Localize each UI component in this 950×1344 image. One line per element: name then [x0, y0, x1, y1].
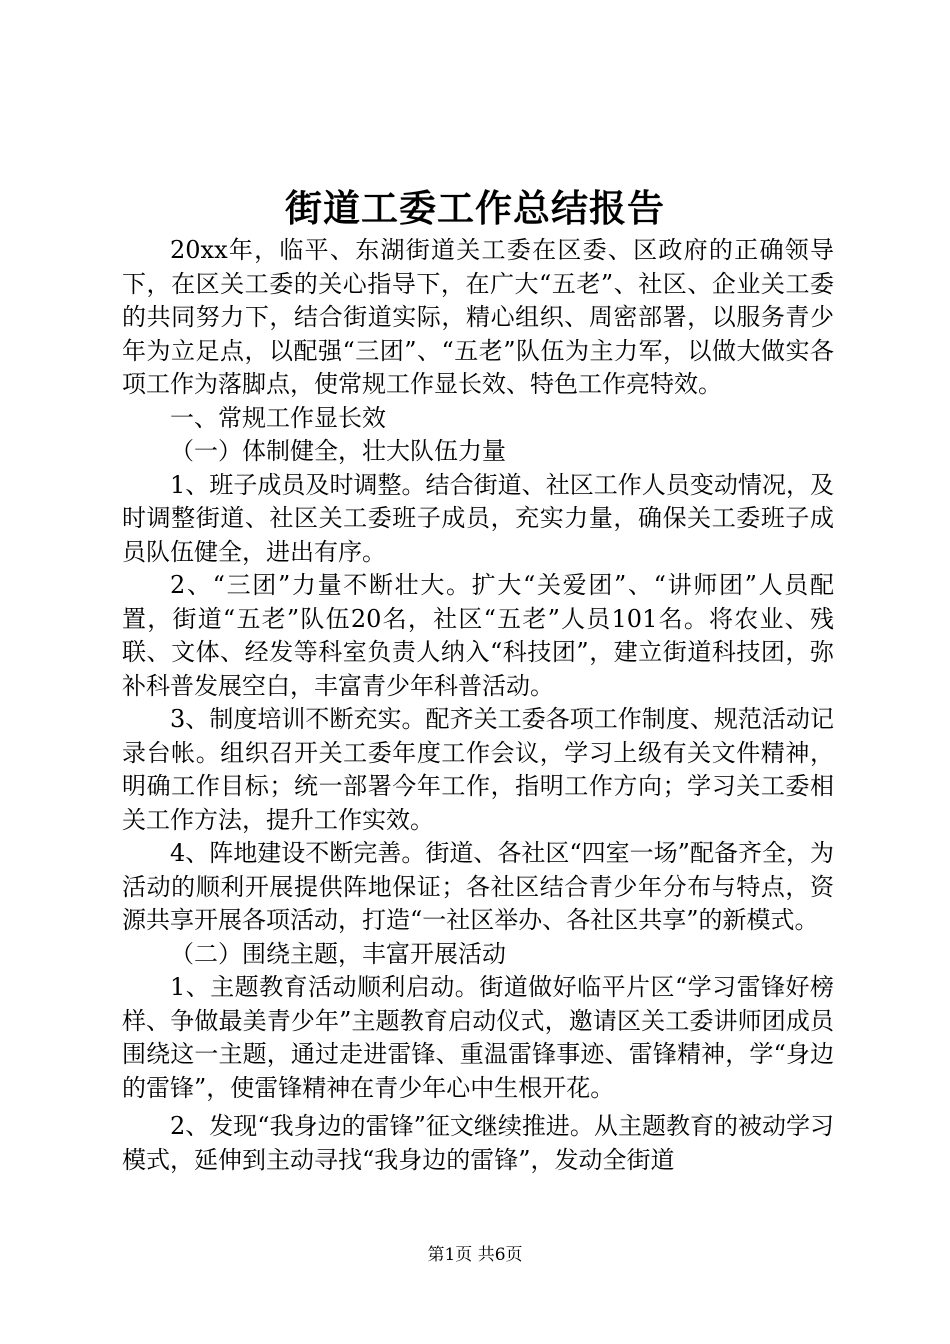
- subsection-heading-1: （一）体制健全，壮大队伍力量: [170, 437, 506, 465]
- section-heading-1: 一、常规工作显长效: [170, 403, 386, 432]
- paragraph-item: 4、阵地建设不断完善。街道、各社区“四室一场”配备齐全，为活动的顺利开展提供阵地保证；各社区结合青少年分布与特点，资源共享开展各项活动，打造“一社区举办、各社区共享”的新模式。: [122, 839, 834, 934]
- paragraph-item: 1、主题教育活动顺利启动。街道做好临平片区“学习雷锋好榜样、争做最美青少年”主题教育启动仪式，邀请区关工委讲师团成员围绕这一主题，通过走进雷锋、重温雷锋事迹、雷锋精神，学“身边的雷锋”，使雷锋精神在青少年心中生根开花。: [122, 973, 834, 1102]
- page-footer: 第1页 共6页: [427, 1245, 523, 1265]
- document-title: 街道工委工作总结报告: [285, 186, 665, 230]
- subsection-heading-2: （二）围绕主题，丰富开展活动: [170, 939, 506, 968]
- paragraph-item: 3、制度培训不断充实。配齐关工委各项工作制度、规范活动记录台帐。组织召开关工委年度工作会议，学习上级有关文件精神，明确工作目标；统一部署今年工作，指明工作方向；学习关工委相关工作方法，提升工作实效。: [122, 705, 834, 834]
- paragraph-item: 1、班子成员及时调整。结合街道、社区工作人员变动情况，及时调整街道、社区关工委班子成员，充实力量，确保关工委班子成员队伍健全，进出有序。: [122, 470, 834, 566]
- paragraph-intro: 20xx年，临平、东湖街道关工委在区委、区政府的正确领导下，在区关工委的关心指导下，在广大“五老”、社区、企业关工委的共同努力下，结合街道实际，精心组织、周密部署，以服务青少年为立足点，以配强“三团”、“五老”队伍为主力军，以做大做实各项工作为落脚点，使常规工作显长效、特色工作亮特效。: [122, 236, 834, 398]
- paragraph-item: 2、发现“我身边的雷锋”征文继续推进。从主题教育的被动学习模式，延伸到主动寻找“我身边的雷锋”，发动全街道: [122, 1112, 834, 1174]
- document-body: [122, 234, 834, 1177]
- paragraph-item: 2、“三团”力量不断壮大。扩大“关爱团”、“讲师团”人员配置，街道“五老”队伍20名，社区“五老”人员101名。将农业、残联、文体、经发等科室负责人纳入“科技团”，建立街道科技团，弥补科普发展空白，丰富青少年科普活动。: [122, 571, 834, 700]
